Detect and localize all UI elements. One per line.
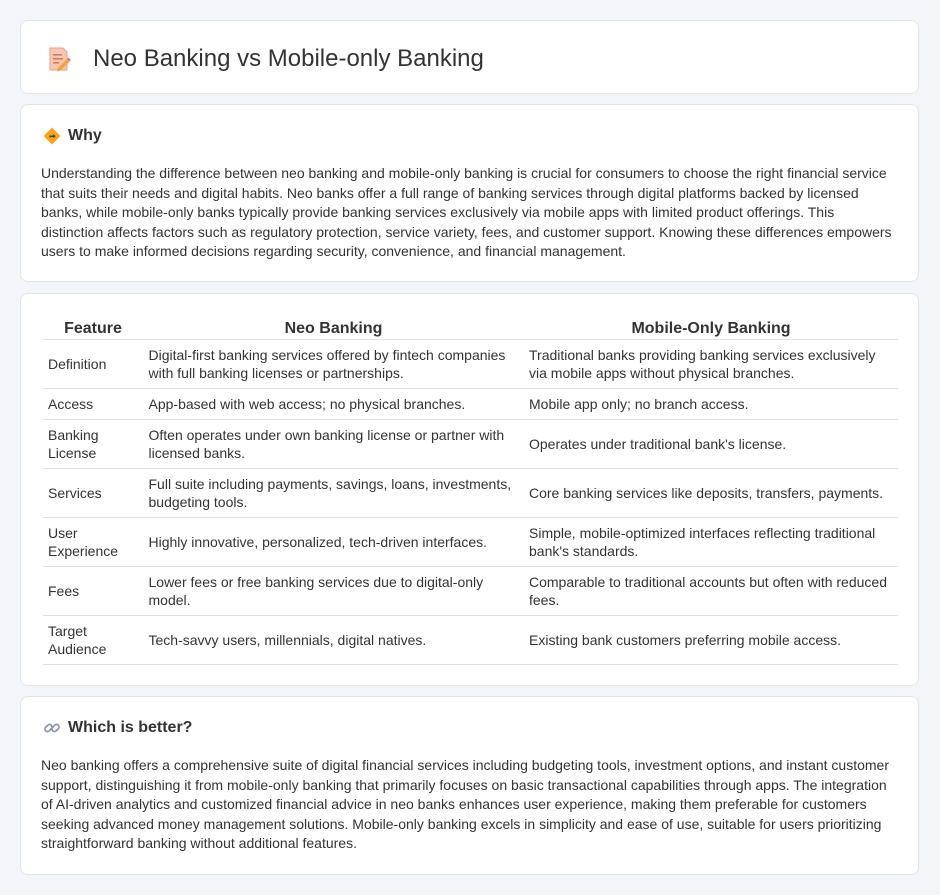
table-row xyxy=(43,615,898,664)
diamond-signpost-icon xyxy=(43,127,61,145)
neo-cell: Full suite including payments, savings, loans, investments, budgeting tools. xyxy=(143,468,524,517)
table-row xyxy=(43,566,898,615)
header-neo-banking: Neo Banking xyxy=(143,315,524,339)
mobile-cell: Traditional banks providing banking services exclusively via mobile apps without physical branches. xyxy=(524,339,898,388)
mobile-cell: Operates under traditional bank's license. xyxy=(524,419,898,468)
mobile-cell: Core banking services like deposits, transfers, payments. xyxy=(524,468,898,517)
feature-cell: Services xyxy=(43,468,143,517)
feature-cell: Banking License xyxy=(43,419,143,468)
mobile-cell: Existing bank customers preferring mobile access. xyxy=(524,615,898,664)
neo-cell: Often operates under own banking license or partner with licensed banks. xyxy=(143,419,524,468)
neo-cell: Digital-first banking services offered by fintech companies with full banking licenses or partnerships. xyxy=(143,339,524,388)
header-feature: Feature xyxy=(43,315,143,339)
document-pencil-icon xyxy=(47,46,71,72)
feature-cell: Fees xyxy=(43,566,143,615)
mobile-cell: Simple, mobile-optimized interfaces reflecting traditional bank's standards. xyxy=(524,517,898,566)
comparison-table xyxy=(43,315,898,665)
better-heading-row xyxy=(43,719,192,737)
why-heading: Why xyxy=(68,127,102,144)
better-text: Neo banking offers a comprehensive suite of digital financial services including budgeting tools, investment options, and instant customer support, distinguishing it from mobile-only banking that primarily focuses on basic transactional capabilities through apps. The integration of AI-driven analytics and customized financial advice in neo banks enhances user experience, making them preferable for customers seeking advanced money management solutions. Mobile-only banking excels in simplicity and ease of use, suitable for users prioritizing straightforward banking without additional features. xyxy=(41,757,890,852)
page-title: Neo Banking vs Mobile-only Banking xyxy=(93,45,484,72)
better-card xyxy=(20,696,919,875)
mobile-cell: Comparable to traditional accounts but often with reduced fees. xyxy=(524,566,898,615)
why-text: Understanding the difference between neo banking and mobile-only banking is crucial for consumers to choose the right financial service that suits their needs and digital habits. Neo banks offer a full range of banking services through digital platforms backed by licensed banks, while mobile-only banks typically provide banking services exclusively via mobile apps with limited product offerings. This distinction affects factors such as regulatory protection, service variety, fees, and customer support. Knowing these differences empowers users to make informed decisions regarding security, convenience, and financial management. xyxy=(41,165,892,260)
feature-cell: Definition xyxy=(43,339,143,388)
title-card xyxy=(20,20,919,94)
why-card xyxy=(20,104,919,282)
header-mobile-only-banking: Mobile-Only Banking xyxy=(524,315,898,339)
better-heading: Which is better? xyxy=(68,719,193,736)
title-row xyxy=(47,45,484,73)
mobile-cell: Mobile app only; no branch access. xyxy=(524,388,898,419)
table-row xyxy=(43,517,898,566)
why-heading-row xyxy=(43,127,102,145)
feature-cell: Target Audience xyxy=(43,615,143,664)
table-row xyxy=(43,468,898,517)
feature-cell: Access xyxy=(43,388,143,419)
table-row xyxy=(43,388,898,419)
table-row xyxy=(43,339,898,388)
comparison-card xyxy=(20,293,919,686)
neo-cell: App-based with web access; no physical branches. xyxy=(143,388,524,419)
neo-cell: Tech-savvy users, millennials, digital natives. xyxy=(143,615,524,664)
neo-cell: Highly innovative, personalized, tech-driven interfaces. xyxy=(143,517,524,566)
table-header-row xyxy=(43,315,898,339)
neo-cell: Lower fees or free banking services due to digital-only model. xyxy=(143,566,524,615)
link-icon xyxy=(43,719,61,737)
feature-cell: User Experience xyxy=(43,517,143,566)
table-row xyxy=(43,419,898,468)
